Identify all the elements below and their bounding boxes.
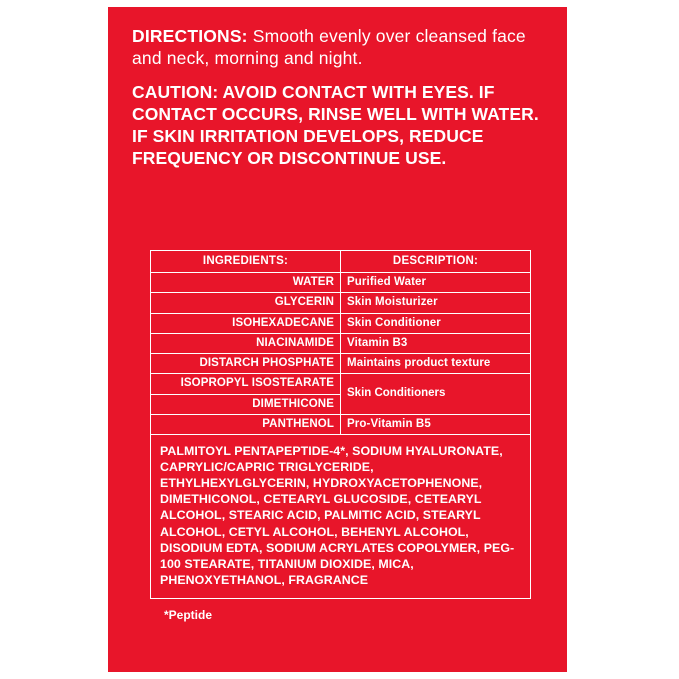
caution-body: AVOID CONTACT WITH EYES. IF CONTACT OCCURS, RINSE WELL WITH WATER. IF SKIN IRRITATION DEVELOPS, REDUCE FREQUENCY OR DISCONTINUE USE. xyxy=(132,82,539,169)
table-row xyxy=(151,414,531,434)
table-row xyxy=(151,354,531,374)
table-row xyxy=(151,273,531,293)
table-row xyxy=(151,293,531,313)
ingredient-name: PANTHENOL xyxy=(151,414,341,434)
ingredient-name: ISOPROPYL ISOSTEARATE xyxy=(151,374,341,394)
directions-heading: DIRECTIONS: xyxy=(132,26,248,46)
ingredient-name: WATER xyxy=(151,273,341,293)
table-row xyxy=(151,374,531,394)
product-label-panel xyxy=(108,7,567,672)
ingredients-table-section xyxy=(150,250,531,622)
table-header-row xyxy=(151,251,531,273)
ingredient-description: Pro-Vitamin B5 xyxy=(341,414,531,434)
ingredient-description-merged: Skin Conditioners xyxy=(341,374,531,414)
ingredient-description: Purified Water xyxy=(341,273,531,293)
directions-section xyxy=(132,25,545,69)
ingredient-description: Maintains product texture xyxy=(341,354,531,374)
ingredient-name: DISTARCH PHOSPHATE xyxy=(151,354,341,374)
caution-heading: CAUTION: xyxy=(132,82,219,103)
column-header-description: DESCRIPTION: xyxy=(341,251,531,273)
table-row xyxy=(151,333,531,353)
ingredient-name: ISOHEXADECANE xyxy=(151,313,341,333)
ingredient-description: Skin Moisturizer xyxy=(341,293,531,313)
ingredient-name: DIMETHICONE xyxy=(151,394,341,414)
peptide-footnote: *Peptide xyxy=(164,608,213,623)
directions-body: Smooth evenly over cleansed face and neck, morning and night. xyxy=(132,26,526,69)
ingredient-name: NIACINAMIDE xyxy=(151,333,341,353)
full-ingredients-list: PALMITOYL PENTAPEPTIDE-4*, SODIUM HYALURONATE, CAPRYLIC/CAPRIC TRIGLYCERIDE, ETHYLHEXYLGLYCERIN, HYDROXYACETOPHENONE, DIMETHICONOL, CETEARYL GLUCOSIDE, CETEARYL ALCOHOL, STEARIC ACID, PALMITIC ACID, STEARYL ALCOHOL, CETYL ALCOHOL, BEHENYL ALCOHOL, DISODIUM EDTA, SODIUM ACRYLATES COPOLYMER, PEG-100 STEARATE, TITANIUM DIOXIDE, MICA, PHENOXYETHANOL, FRAGRANCE xyxy=(150,435,531,599)
ingredient-description: Vitamin B3 xyxy=(341,333,531,353)
label-text-block xyxy=(132,25,545,169)
table-row xyxy=(151,313,531,333)
ingredient-name: GLYCERIN xyxy=(151,293,341,313)
ingredient-description: Skin Conditioner xyxy=(341,313,531,333)
caution-section xyxy=(132,81,545,169)
ingredients-table xyxy=(150,250,531,435)
column-header-ingredients: INGREDIENTS: xyxy=(151,251,341,273)
